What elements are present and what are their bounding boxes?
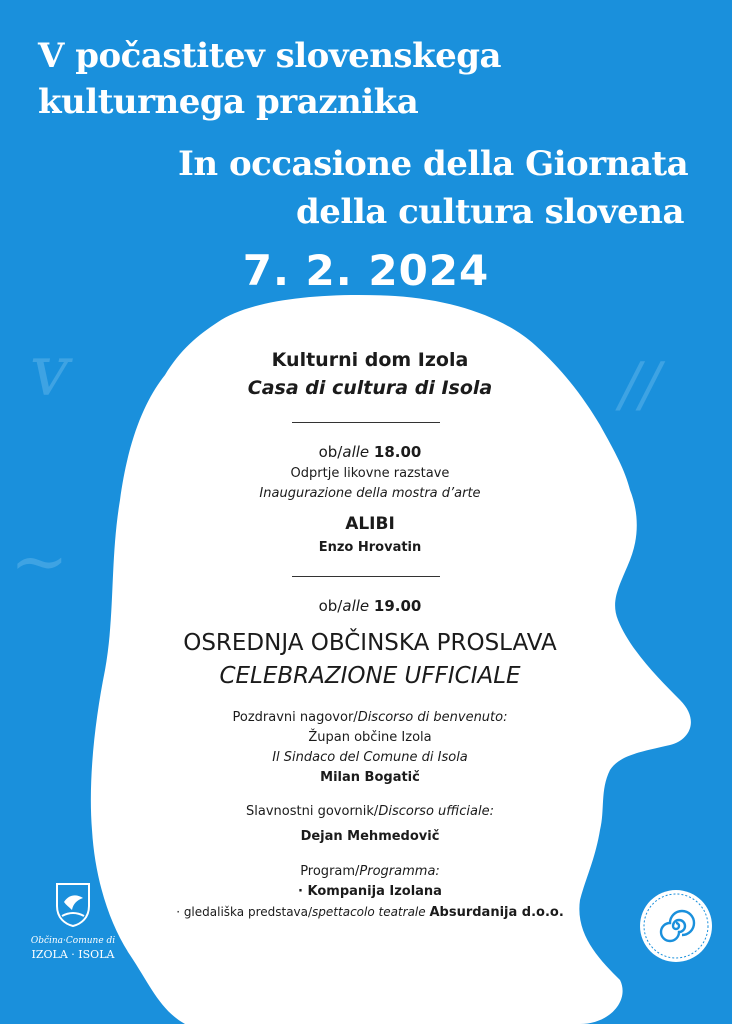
handwriting-decoration: ᴠ (30, 330, 70, 412)
heading-ita-line1: In occasione della Giornata (178, 144, 689, 184)
mayor-ita: Il Sindaco del Comune di Isola (272, 750, 468, 765)
event1-artist: Enzo Hrovatin (318, 540, 422, 555)
program-label: Program/Programma: (300, 864, 440, 879)
event1-desc-ita: Inaugurazione della mostra d’arte (259, 486, 481, 501)
venue-slo: Kulturni dom Izola (271, 349, 469, 371)
welcome-label: Pozdravni nagovor/Discorso di benvenuto: (232, 710, 508, 725)
coat-of-arms-icon (53, 880, 93, 928)
event1-time: ob/alle 18.00 (318, 443, 422, 461)
heading-ita-line2: della cultura slovena (296, 192, 685, 232)
event2-time: ob/alle 19.00 (318, 597, 422, 615)
event-date: 7. 2. 2024 (242, 246, 490, 295)
event2-title-ita: CELEBRAZIONE UFFICIALE (219, 663, 521, 689)
event1-title: ALIBI (345, 514, 395, 534)
logo-line1: Občina·Comune di (30, 936, 116, 946)
logo-line2: IZOLA · ISOLA (31, 948, 115, 961)
spiral-badge (640, 890, 712, 962)
handwriting-decoration: // (620, 350, 661, 420)
event1-block (120, 440, 620, 558)
heading-slo-line1: V počastitev slovenskega (38, 36, 502, 76)
mayor-name: Milan Bogatič (320, 770, 420, 785)
event2-title-slo: OSREDNJA OBČINSKA PROSLAVA (183, 630, 557, 656)
mayor-slo: Župan občine Izola (308, 730, 432, 745)
venue-ita: Casa di cultura di Isola (247, 377, 493, 399)
spiral-icon (640, 890, 712, 962)
speaker-label: Slavnostni govornik/Discorso ufficiale: (246, 804, 494, 819)
speaker-name: Dejan Mehmedovič (300, 829, 440, 844)
venue-block (120, 346, 620, 402)
event2-block (120, 594, 620, 923)
event1-desc-slo: Odprtje likovne razstave (290, 466, 450, 481)
divider (292, 422, 440, 423)
heading-slo-line2: kulturnega praznika (38, 82, 419, 122)
municipality-logo (18, 880, 128, 962)
handwriting-decoration: ~ (10, 520, 69, 602)
divider (292, 576, 440, 577)
program-item-2: · gledališka predstava/spettacolo teatrale Absurdanija d.o.o. (176, 905, 564, 920)
program-item-1: · Kompanija Izolana (298, 884, 442, 899)
